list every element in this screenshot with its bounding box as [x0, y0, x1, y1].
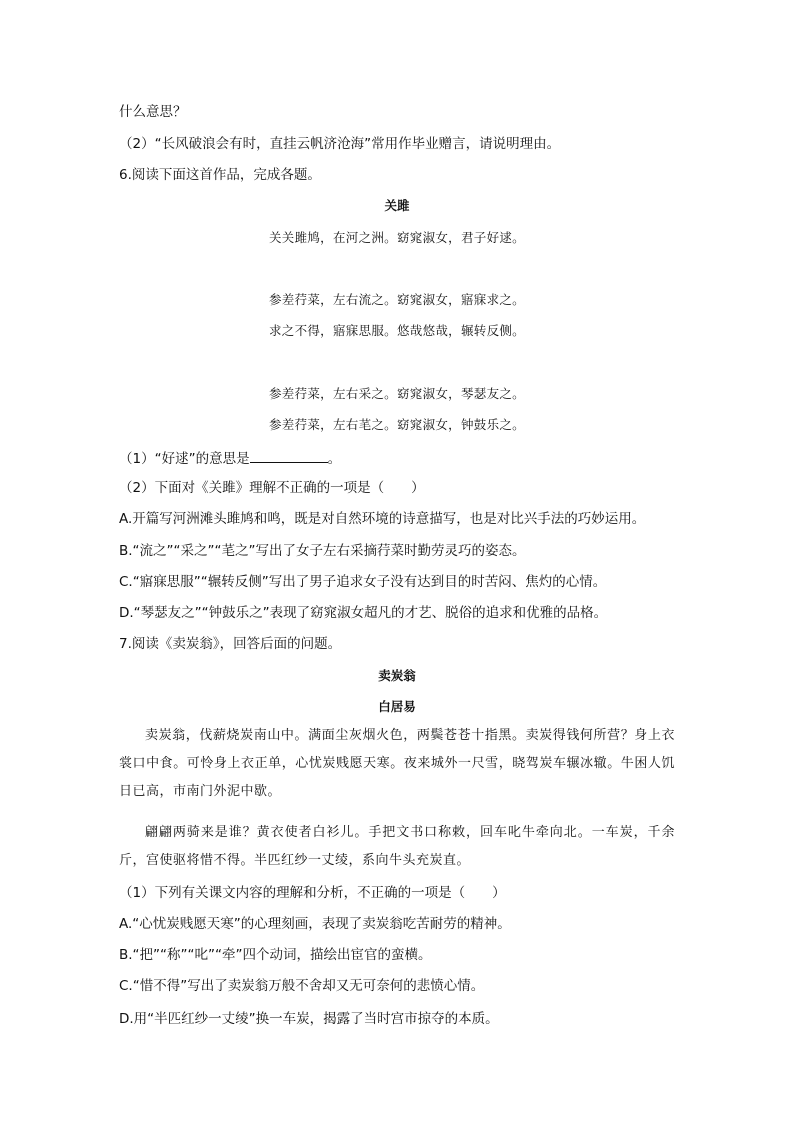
poem-2-paragraph-1: 卖炭翁，伐薪烧炭南山中。满面尘灰烟火色，两鬓苍苍十指黑。卖炭得钱何所营？身上衣裳口中食。可怜身上衣正单，心忧炭贱愿天寒。夜来城外一尺雪，晓驾炭车辗冰辙。牛困人饥日已高，市南门外泥中歇。: [119, 728, 675, 799]
poem-verse-2: 参差荇菜，左右流之。窈窕淑女，寤寐求之。: [268, 292, 525, 307]
option-a: A.开篇写河洲滩头雎鸠和鸣，既是对自然环境的诗意描写，也是对比兴手法的巧妙运用。: [119, 511, 646, 527]
question-6-subquestion-2: （2）下面对《关雎》理解不正确的一项是（ ）: [119, 480, 425, 496]
answer-blank[interactable]: [250, 448, 328, 463]
option-d: D.“琴瑟友之”“钟鼓乐之”表现了窈窕淑女超凡的才艺、脱俗的追求和优雅的品格。: [119, 605, 608, 621]
poem-verse-5: 参差荇菜，左右芼之。窈窕淑女，钟鼓乐之。: [268, 417, 525, 432]
poem-verse-1: 关关雎鸠，在河之洲。窈窕淑女，君子好逑。: [268, 230, 525, 245]
q7-option-a: A.“心忧炭贱愿天寒”的心理刻画，表现了卖炭翁吃苦耐劳的精神。: [119, 916, 511, 932]
question-6-subquestion-1: [119, 448, 341, 468]
q7-option-b: B.“把”“称”“叱”“牵”四个动词，描绘出宦官的蛮横。: [119, 947, 432, 963]
question-6-heading: 6.阅读下面这首作品，完成各题。: [119, 167, 321, 183]
question-7-heading: 7.阅读《卖炭翁》，回答后面的问题。: [119, 636, 342, 652]
option-c: C.“寤寐思服”“辗转反侧”写出了男子追求女子没有达到目的时苦闷、焦灼的心情。: [119, 574, 607, 590]
subquestion-1-end: 。: [327, 451, 342, 467]
q7-option-c: C.“惜不得”写出了卖炭翁万般不舍却又无可奈何的悲愤心情。: [119, 978, 485, 994]
question-5-continuation: 什么意思？: [119, 104, 187, 120]
q7-option-d: D.用“半匹红纱一丈绫”换一车炭，揭露了当时宫市掠夺的本质。: [119, 1011, 499, 1027]
option-b: B.“流之”“采之”“芼之”写出了女子左右采摘荇菜时勤劳灵巧的姿态。: [119, 543, 526, 559]
poem-2-paragraph-2: 翩翩两骑来是谁？黄衣使者白衫儿。手把文书口称敕，回车叱牛牵向北。一车炭，千余斤，宫使驱将惜不得。半匹红纱一丈绫，系向牛头充炭直。: [119, 825, 675, 868]
subquestion-1-text: （1）“好逑”的意思是: [119, 451, 250, 467]
poem-verse-4: 参差荇菜，左右采之。窈窕淑女，琴瑟友之。: [268, 386, 525, 401]
question-5-subquestion-2: （2）“长风破浪会有时，直挂云帆济沧海”常用作毕业赠言，请说明理由。: [119, 136, 561, 152]
poem-title: 关雎: [384, 198, 410, 213]
poem-verse-3: 求之不得，寤寐思服。悠哉悠哉，辗转反侧。: [268, 323, 525, 338]
poem-2-title: 卖炭翁: [378, 668, 416, 683]
question-7-subquestion-1: （1）下列有关课文内容的理解和分析，不正确的一项是（ ）: [119, 885, 506, 901]
poem-2-author: 白居易: [378, 699, 416, 714]
